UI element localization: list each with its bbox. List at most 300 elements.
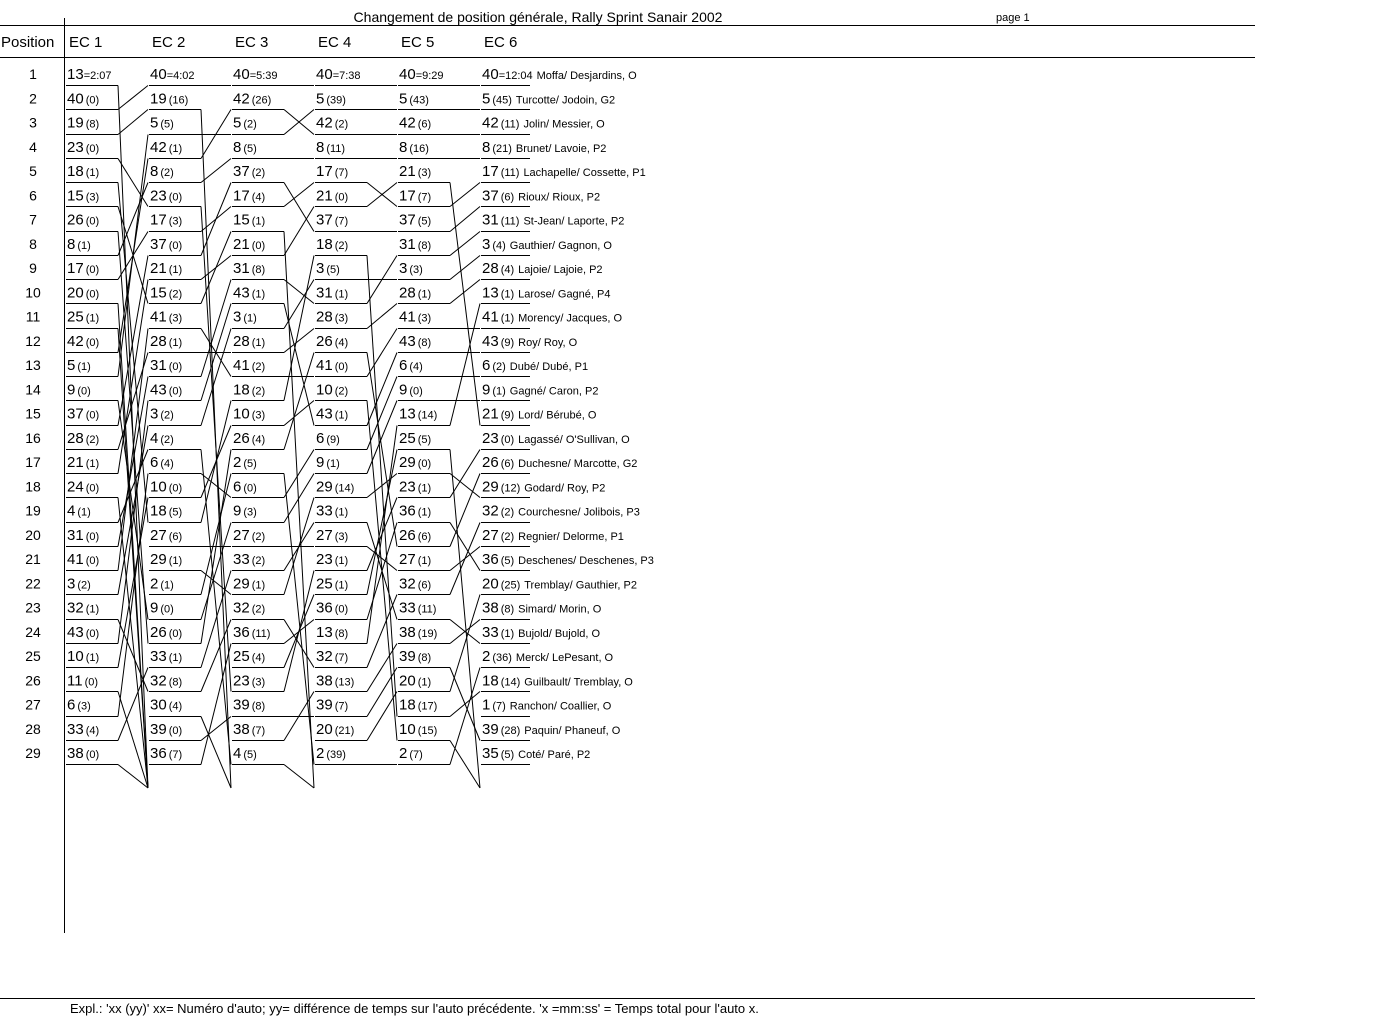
time-gap: (3) [251,409,266,422]
time-gap: (1) [251,288,266,301]
car-entry [67,357,91,374]
car-entry [150,478,182,495]
car-entry [399,212,431,229]
car-entry [316,575,348,592]
car-entry [67,478,99,495]
time-gap: (8) [417,239,432,252]
crew-name: Roy/ Roy, O [518,336,578,349]
car-entry [233,575,265,592]
car-number: 37 [233,163,250,180]
time-gap: (19) [417,627,438,640]
position-link [367,426,397,644]
time-gap: (11) [500,215,520,228]
car-entry [150,745,182,762]
time-gap: (1) [500,288,515,301]
car-entry [150,624,182,641]
car-entry [316,406,348,423]
car-number: 4 [150,429,159,447]
position-link [450,450,480,498]
car-number: 32 [233,599,250,617]
time-gap: (15) [417,724,438,737]
car-entry [316,260,340,277]
crew-name: Courchesne/ Jolibois, P3 [518,506,640,519]
time-gap: (0) [77,385,91,398]
stage-header: EC 5 [401,34,435,51]
car-number: 6 [316,429,325,447]
car-number: 31 [399,235,416,253]
car-entry [399,745,423,762]
time-gap: (8) [500,603,515,616]
car-number: 42 [150,138,167,156]
time-gap: (0) [168,191,183,204]
car-number: 5 [150,114,159,132]
time-gap: (3) [409,264,423,276]
car-number: 25 [67,308,84,326]
time-gap: (36) [492,652,512,664]
time-gap: (0) [334,361,349,373]
time-gap: (5) [417,215,432,228]
crew-name: Paquin/ Phaneuf, O [524,724,621,737]
position-number: 14 [25,381,41,398]
time-gap: (2) [334,239,349,252]
position-link [284,183,314,207]
time-gap: (3) [417,312,432,325]
time-gap: (6) [417,118,432,131]
car-number: 42 [67,332,84,350]
position-link [284,401,314,426]
car-entry [150,648,182,665]
time-gap: (2) [168,288,183,301]
time-gap: (2) [85,433,100,446]
car-number: 39 [150,720,167,738]
car-number: 6 [233,478,242,496]
car-number: 8 [67,235,76,253]
car-entry [233,333,265,350]
time-gap: (1) [417,506,432,519]
car-entry [482,260,603,277]
position-number: 10 [25,284,41,301]
time-gap: (2) [251,361,266,373]
time-gap: (0) [84,676,99,689]
car-entry [482,551,654,568]
time-gap: (4) [409,361,423,373]
crew-name: Rioux/ Rioux, P2 [518,191,601,204]
crew-name: Jolin/ Messier, O [523,118,605,131]
position-link [118,110,148,135]
stage-header: EC 2 [152,34,186,51]
car-number: 10 [150,478,167,496]
position-number: 27 [25,696,41,713]
car-number: 41 [233,357,250,374]
time-gap: (0) [85,94,100,107]
time-gap: (0) [85,409,100,422]
crew-name: St-Jean/ Laporte, P2 [523,215,625,228]
car-entry [399,115,431,132]
car-number: 40 [482,66,499,83]
time-gap: (16) [409,142,429,155]
time-gap: (8) [334,627,349,640]
position-connectors [66,86,530,789]
car-number: 1 [482,696,491,714]
car-number: 3 [150,405,159,423]
car-number: 17 [399,187,416,205]
car-number: 40 [233,66,250,83]
time-gap: (7) [417,191,432,204]
car-entry [482,478,605,495]
car-entry [482,212,624,229]
car-entries [67,66,654,762]
car-number: 18 [399,696,416,714]
car-number: 2 [482,648,491,665]
time-gap: (3) [334,530,349,543]
car-number: 20 [482,575,499,593]
car-number: 32 [67,599,84,617]
car-number: 38 [233,720,250,738]
time-gap: (1) [85,312,100,325]
time-gap: (0) [85,215,100,228]
time-gap: (0) [168,239,183,252]
car-entry [482,430,630,447]
time-gap: (0) [85,555,100,567]
crew-name: Bujold/ Bujold, O [518,627,601,640]
time-gap: (1) [326,458,340,470]
car-number: 40 [399,66,416,83]
time-gap: (1) [85,652,100,664]
car-entry [316,139,345,156]
crew-name: Brunet/ Lavoie, P2 [515,142,607,155]
position-number: 6 [29,187,37,204]
time-gap: (3) [417,167,432,179]
time-gap: (3) [168,312,183,325]
car-number: 3 [399,260,408,277]
time-gap: (0) [85,264,100,276]
car-entry [233,260,265,277]
time-gap: (3) [77,700,91,713]
car-entry [399,381,423,398]
position-number: 21 [25,551,41,567]
position-link [450,741,480,789]
car-entry [233,430,265,447]
car-number: 23 [150,187,167,205]
car-number: 27 [233,526,250,544]
time-gap: (14) [500,676,521,689]
time-gap: (0) [500,433,515,446]
car-entry [67,624,99,641]
car-number: 32 [316,648,333,665]
time-gap: (1) [168,555,183,567]
car-entry [399,697,437,714]
car-number: 42 [233,90,250,108]
car-number: 10 [67,648,84,665]
position-link [450,474,480,547]
car-number: 9 [67,381,76,399]
crew-name: Godard/ Roy, P2 [524,482,606,495]
position-link [450,523,480,595]
time-gap: (1) [334,579,349,592]
car-number: 23 [482,429,499,447]
position-link [201,717,231,789]
position-link [450,692,480,717]
time-gap: (0) [85,530,100,543]
car-entry [399,357,423,374]
time-gap: (1) [168,142,183,155]
time-gap: (1) [251,336,266,349]
time-gap: (1) [500,627,515,640]
car-entry [150,454,174,471]
car-entry [399,721,437,738]
time-gap: (7) [492,700,506,713]
position-link [450,450,480,789]
car-entry [233,648,265,665]
car-entry [482,406,597,423]
car-entry [482,381,598,398]
car-number: 26 [233,429,250,447]
car-entry [399,430,431,447]
car-entry [67,648,99,665]
car-number: 15 [233,211,250,229]
car-entry [67,66,112,83]
car-entry [233,357,265,374]
car-entry [233,624,270,641]
crew-name: Lord/ Bérubé, O [518,409,597,422]
car-entry [67,745,99,762]
leader-time: =12:04 [498,70,533,82]
car-entry [150,672,182,689]
time-gap: (1) [243,312,257,325]
time-gap: (5) [160,118,174,131]
car-number: 6 [150,454,159,471]
car-entry [150,381,182,398]
car-number: 10 [316,381,333,399]
car-number: 28 [233,332,250,350]
car-number: 41 [150,308,167,326]
time-gap: (2) [492,361,506,373]
position-number: 29 [25,745,41,761]
car-entry [233,187,265,204]
car-number: 13 [316,623,333,641]
time-gap: (5) [243,458,257,470]
time-gap: (1) [334,506,349,519]
position-link [367,304,397,329]
car-number: 29 [150,551,167,568]
car-number: 8 [316,138,325,156]
car-number: 27 [482,526,499,544]
time-gap: (3) [85,191,100,204]
car-number: 17 [482,163,499,180]
position-link [284,232,314,789]
car-number: 8 [233,138,242,156]
time-gap: (14) [417,409,438,422]
position-number: 8 [29,235,37,252]
car-number: 24 [67,478,84,496]
car-entry [233,551,265,568]
position-link [284,183,314,232]
time-gap: (0) [168,482,183,495]
car-entry [150,163,174,180]
car-entry [482,115,605,132]
car-number: 18 [233,381,250,399]
car-entry [399,66,444,83]
car-number: 21 [150,260,167,277]
car-entry [316,66,361,83]
time-gap: (2) [251,530,266,543]
car-number: 30 [150,696,167,714]
car-number: 31 [233,260,250,277]
crew-name: Lachapelle/ Cossette, P1 [523,167,646,179]
time-gap: (8) [251,264,266,276]
car-number: 3 [233,308,242,326]
car-number: 13 [67,66,84,83]
car-entry [150,430,174,447]
position-number: 24 [25,623,41,640]
car-number: 25 [316,575,333,593]
car-entry [316,187,348,204]
car-entry [150,139,182,156]
time-gap: (8) [417,336,432,349]
position-number: 7 [29,211,37,228]
position-number: 1 [29,66,37,82]
position-link [450,280,480,304]
car-number: 2 [233,454,242,471]
position-number: 22 [25,575,41,592]
time-gap: (0) [85,142,100,155]
time-gap: (9) [500,409,515,422]
time-gap: (4) [500,264,515,276]
car-number: 9 [233,502,242,520]
car-entry [67,90,99,107]
car-entry [67,697,91,714]
position-link [367,401,397,474]
car-entry [316,430,340,447]
car-entry [399,163,431,180]
crew-name: Larose/ Gagné, P4 [518,288,611,301]
car-entry [67,721,99,738]
time-gap: (1) [251,579,266,592]
car-entry [316,212,348,229]
position-link [367,377,397,450]
time-gap: (1) [168,652,183,664]
position-link [450,256,480,280]
car-number: 13 [399,405,416,423]
car-number: 33 [67,720,84,738]
car-entry [482,721,621,738]
position-header: Position [1,34,55,51]
car-number: 15 [150,284,167,302]
time-gap: (8) [251,700,266,713]
time-gap: (6) [417,530,432,543]
car-number: 9 [150,599,159,617]
car-entry [399,672,431,689]
position-link [450,595,480,692]
time-gap: (1) [334,288,349,301]
time-gap: (8) [417,652,432,664]
time-gap: (2) [243,118,257,131]
car-number: 28 [482,260,499,277]
car-entry [150,503,182,520]
position-link [284,571,314,692]
car-entry [399,90,429,107]
car-number: 29 [316,478,333,496]
car-number: 2 [399,745,408,762]
car-number: 31 [482,211,499,229]
car-entry [233,478,257,495]
time-gap: (16) [168,94,189,107]
car-entry [67,212,99,229]
car-number: 43 [150,381,167,399]
car-number: 17 [150,211,167,229]
leader-time: =7:38 [332,70,361,82]
leader-time: =9:29 [415,70,444,82]
time-gap: (0) [85,627,100,640]
car-number: 28 [150,332,167,350]
position-link [284,450,314,498]
position-link [450,523,480,571]
time-gap: (14) [334,482,355,495]
car-number: 41 [316,357,333,374]
stage-header: EC 4 [318,34,352,51]
car-entry [233,406,265,423]
car-number: 18 [316,235,333,253]
time-gap: (7) [251,724,266,737]
time-gap: (1) [251,215,266,228]
car-entry [67,551,99,568]
car-number: 20 [399,672,416,690]
time-gap: (1) [168,336,183,349]
car-number: 40 [150,66,167,83]
crew-name: Ranchon/ Coallier, O [509,700,612,713]
time-gap: (2) [251,603,266,616]
time-gap: (0) [334,191,349,204]
time-gap: (1) [77,239,91,252]
car-entry [67,236,91,253]
car-entry [233,745,257,762]
car-number: 9 [316,454,325,471]
car-number: 18 [150,502,167,520]
time-gap: (7) [409,749,423,761]
car-entry [482,600,602,617]
car-entry [150,284,182,301]
car-number: 33 [150,648,167,665]
car-entry [399,478,431,495]
time-gap: (1) [417,482,432,495]
time-gap: (0) [334,603,349,616]
car-entry [150,551,182,568]
time-gap: (0) [417,458,432,470]
car-entry [399,624,437,641]
page-label: page 1 [996,12,1030,24]
position-number: 28 [25,720,41,737]
position-link [450,232,480,256]
car-number: 26 [482,454,499,471]
stage-header: EC 6 [484,34,518,51]
crew-name: Turcotte/ Jodoin, G2 [515,94,616,107]
leader-time: =2:07 [83,70,112,82]
car-entry [150,115,174,132]
car-number: 31 [150,357,167,374]
time-gap: (4) [251,433,266,446]
car-number: 32 [399,575,416,593]
position-number: 12 [25,332,41,349]
position-number: 4 [29,138,37,155]
car-number: 39 [316,696,333,714]
car-number: 43 [399,332,416,350]
time-gap: (0) [168,385,183,398]
car-entry [67,333,99,350]
car-entry [233,284,265,301]
car-entry [316,503,348,520]
car-number: 20 [316,720,333,738]
car-entry [399,454,431,471]
